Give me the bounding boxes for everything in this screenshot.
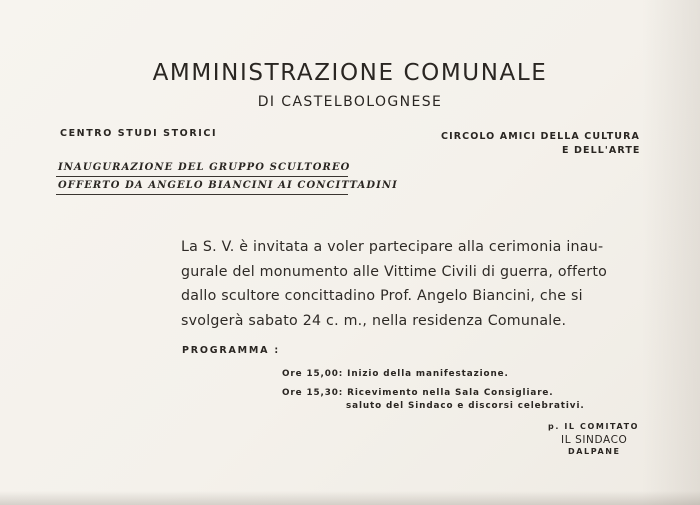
- signature-name: DALPANE: [568, 447, 621, 456]
- event-title-line2: OFFERTO DA ANGELO BIANCINI AI CONCITTADINI: [58, 180, 398, 191]
- event-title-line1: INAUGURAZIONE DEL GRUPPO SCULTOREO: [58, 162, 351, 173]
- card-bottom-shadow: [0, 491, 700, 505]
- organizer-left: CENTRO STUDI STORICI: [60, 128, 218, 139]
- page-title: AMMINISTRAZIONE COMUNALE: [152, 60, 548, 86]
- program-item: Ore 15,00: Inizio della manifestazione.: [282, 369, 509, 379]
- program-item: Ore 15,30: Ricevimento nella Sala Consigliare.: [282, 388, 554, 398]
- invitation-text-line4: svolgerà sabato 24 c. m., nella residenza Comunale.: [181, 313, 567, 329]
- program-item-continued: saluto del Sindaco e discorsi celebrativi.: [346, 401, 585, 411]
- organizer-right-line1: CIRCOLO AMICI DELLA CULTURA: [441, 131, 640, 142]
- organizer-right-line2: E DELL'ARTE: [562, 145, 641, 156]
- invitation-text-line2: gurale del monumento alle Vittime Civili di guerra, offerto: [181, 264, 608, 280]
- invitation-text-line3: dallo scultore concittadino Prof. Angelo Biancini, che si: [181, 288, 583, 304]
- divider: [56, 194, 348, 195]
- page-subtitle: DI CASTELBOLOGNESE: [257, 94, 443, 110]
- program-heading: PROGRAMMA :: [182, 345, 280, 356]
- signature-role: IL SINDACO: [561, 434, 628, 446]
- invitation-text-line1: La S. V. è invitata a voler partecipare alla cerimonia inau-: [181, 239, 604, 255]
- divider: [56, 176, 348, 177]
- signature-committee: p. IL COMITATO: [548, 422, 640, 431]
